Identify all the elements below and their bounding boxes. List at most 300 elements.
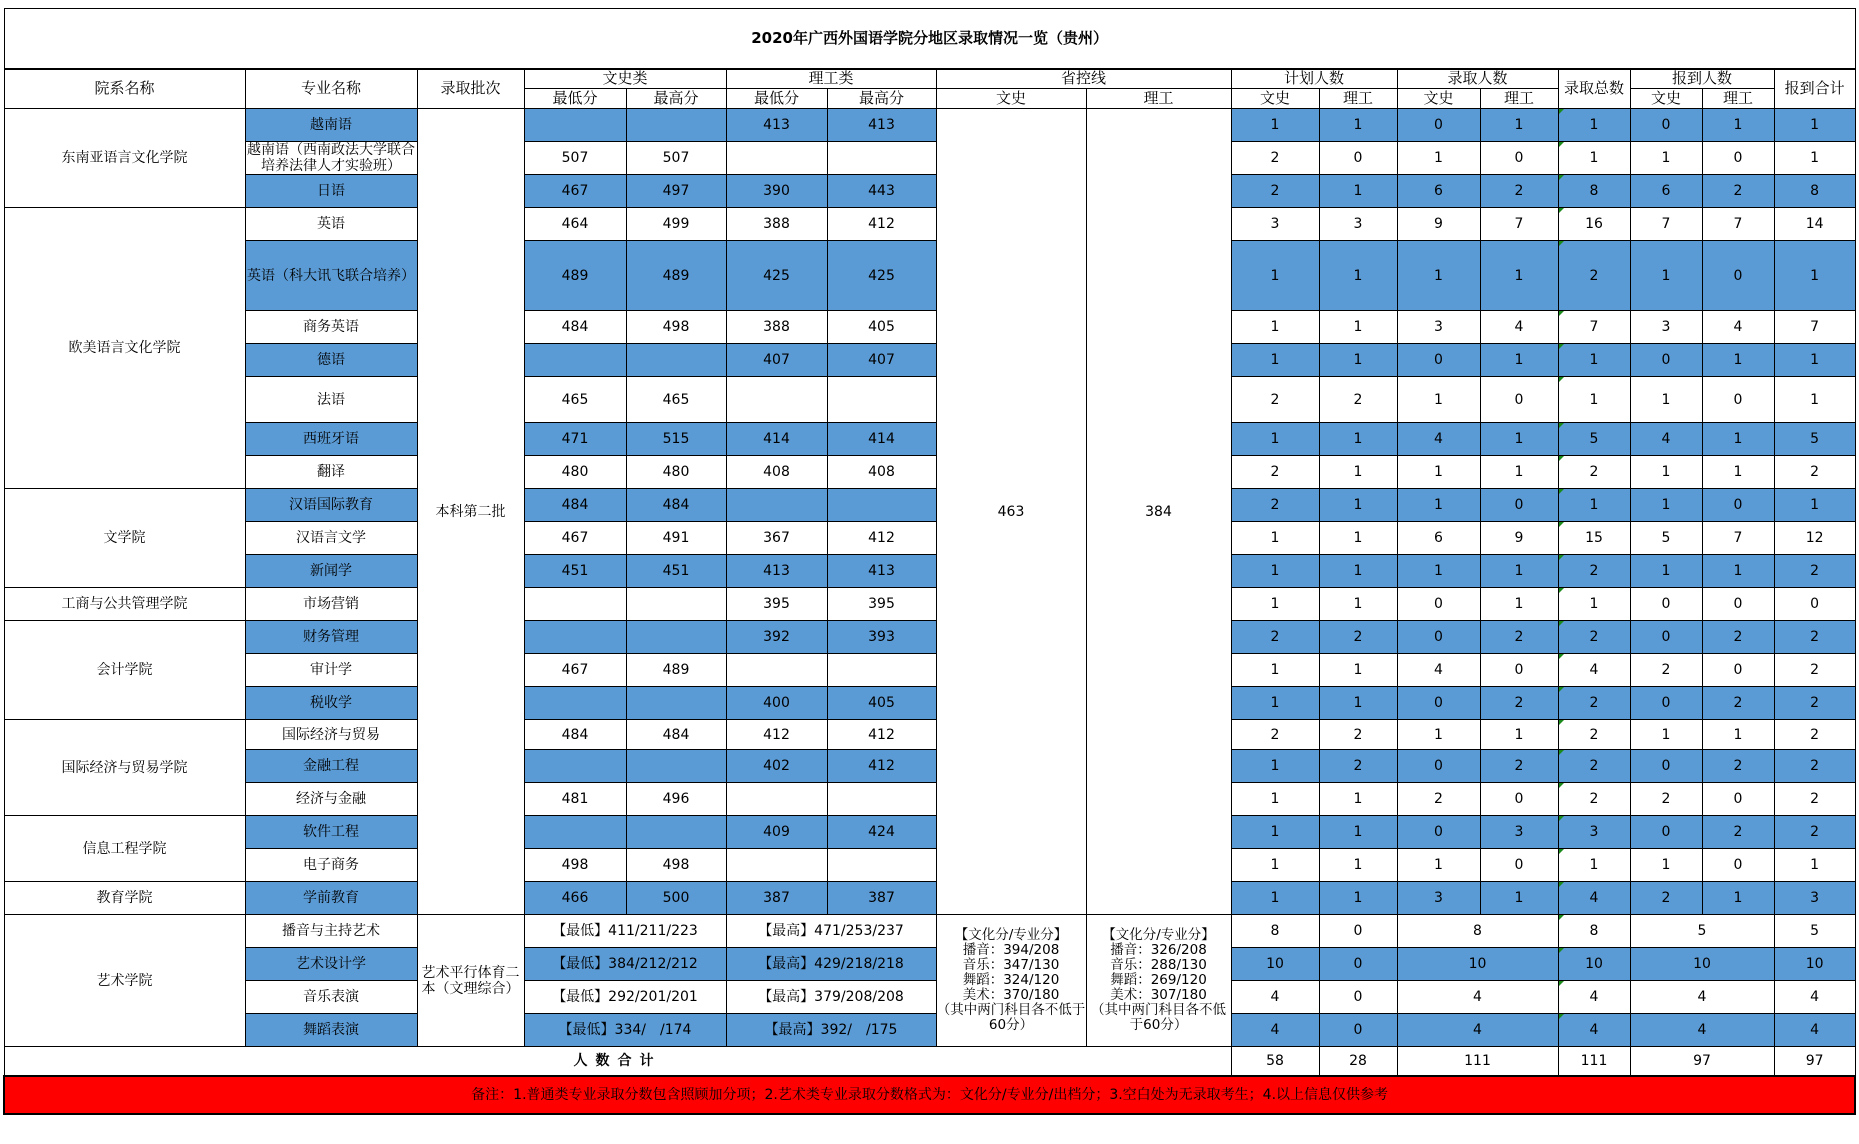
score-ligong-min: 402 <box>726 750 827 783</box>
count-reported-wenshi: 4 <box>1630 423 1702 456</box>
score-wenshi-max: 499 <box>626 208 726 241</box>
count-admitted-ligong: 2 <box>1480 687 1558 720</box>
count-admitted-ligong: 1 <box>1480 720 1558 750</box>
provincial-line-text: 美术：307/180 <box>1110 987 1207 1004</box>
score-ligong-min <box>726 849 827 882</box>
count-admitted-ligong: 1 <box>1480 456 1558 489</box>
header-batch: 录取批次 <box>417 69 524 109</box>
count-admitted-total: 1 <box>1558 849 1630 882</box>
score-ligong-min: 412 <box>726 720 827 750</box>
table-row <box>4 849 1855 882</box>
major-name: 舞蹈表演 <box>245 1014 417 1047</box>
count-reported-wenshi: 1 <box>1630 456 1702 489</box>
header-admitted-wenshi: 文史 <box>1397 89 1480 109</box>
count-reported-total: 2 <box>1774 816 1855 849</box>
count-reported-total: 7 <box>1774 311 1855 344</box>
count-reported-total: 2 <box>1774 720 1855 750</box>
count-plan-wenshi: 1 <box>1231 241 1319 311</box>
count-admitted-total: 5 <box>1558 423 1630 456</box>
major-name: 越南语（西南政法大学联合培养法律人才实验班） <box>247 142 415 175</box>
major-name: 国际经济与贸易 <box>245 720 417 750</box>
count-reported-wenshi: 2 <box>1630 654 1702 687</box>
header-admitted-ligong: 理工 <box>1480 89 1558 109</box>
count-plan-ligong: 0 <box>1319 1014 1397 1047</box>
table-row <box>4 981 1855 1014</box>
count-reported-total: 4 <box>1774 981 1855 1014</box>
count-admitted-ligong: 2 <box>1480 175 1558 208</box>
score-ligong-min: 392 <box>726 621 827 654</box>
score-ligong-min: 408 <box>726 456 827 489</box>
count-admitted-ligong: 3 <box>1480 816 1558 849</box>
provincial-line-text: 舞蹈：269/120 <box>1110 972 1207 989</box>
header-provincial-ligong: 理工 <box>1086 89 1231 109</box>
major-name: 法语 <box>245 377 417 423</box>
college-name: 国际经济与贸易学院 <box>4 720 245 816</box>
count-plan-ligong: 1 <box>1319 654 1397 687</box>
count-reported-wenshi: 7 <box>1630 208 1702 241</box>
score-ligong-max: 414 <box>827 423 936 456</box>
count-admitted-wenshi: 0 <box>1397 588 1480 621</box>
count-plan-ligong: 1 <box>1319 783 1397 816</box>
college-name: 教育学院 <box>4 882 245 915</box>
count-admitted-total: 16 <box>1558 208 1630 241</box>
score-ligong-min: 409 <box>726 816 827 849</box>
count-plan-wenshi: 10 <box>1231 948 1319 981</box>
count-admitted-ligong: 9 <box>1480 522 1558 555</box>
score-wenshi-max <box>626 344 726 377</box>
count-admitted-ligong: 0 <box>1480 783 1558 816</box>
major-name: 软件工程 <box>245 816 417 849</box>
table-row <box>4 241 1855 311</box>
count-reported-ligong: 1 <box>1702 109 1774 142</box>
score-ligong-min <box>726 783 827 816</box>
count-reported-wenshi: 1 <box>1630 720 1702 750</box>
major-name: 英语（科大讯飞联合培养） <box>245 241 417 311</box>
table-row <box>4 1014 1855 1047</box>
score-wenshi-min <box>524 687 626 720</box>
header-reported-wenshi: 文史 <box>1630 89 1702 109</box>
count-plan-wenshi: 1 <box>1231 783 1319 816</box>
score-ligong-min: 388 <box>726 311 827 344</box>
provincial-art-wenshi <box>936 915 1086 1047</box>
count-admitted-wenshi: 4 <box>1397 654 1480 687</box>
score-wenshi-max: 489 <box>626 654 726 687</box>
score-ligong-max: 412 <box>827 522 936 555</box>
provincial-line-text: 音乐：347/130 <box>962 957 1060 974</box>
count-admitted-total: 4 <box>1558 981 1630 1014</box>
count-reported-total: 0 <box>1774 588 1855 621</box>
batch-art: 艺术平行体育二本（文理综合） <box>417 915 524 1047</box>
count-reported-ligong: 0 <box>1702 654 1774 687</box>
count-reported-total: 2 <box>1774 621 1855 654</box>
count-plan-ligong: 1 <box>1319 311 1397 344</box>
count-reported-wenshi: 0 <box>1630 588 1702 621</box>
score-wenshi-min: 480 <box>524 456 626 489</box>
score-ligong-min <box>726 654 827 687</box>
count-reported-wenshi: 1 <box>1630 142 1702 175</box>
score-ligong-max: 412 <box>827 750 936 783</box>
table-title: 2020年广西外国语学院分地区录取情况一览（贵州） <box>4 9 1855 69</box>
count-reported-ligong: 1 <box>1702 456 1774 489</box>
header-ligong-max: 最高分 <box>827 89 936 109</box>
college-name: 艺术学院 <box>4 915 245 1047</box>
count-admitted-wenshi: 2 <box>1397 783 1480 816</box>
count-plan-ligong: 1 <box>1319 882 1397 915</box>
score-wenshi-min: 465 <box>524 377 626 423</box>
count-reported-total: 4 <box>1774 1014 1855 1047</box>
count-reported-ligong: 0 <box>1702 849 1774 882</box>
count-plan-wenshi: 1 <box>1231 109 1319 142</box>
major-name: 音乐表演 <box>245 981 417 1014</box>
count-reported-total: 1 <box>1774 142 1855 175</box>
count-reported-total: 8 <box>1774 175 1855 208</box>
score-wenshi-max: 480 <box>626 456 726 489</box>
major-name: 经济与金融 <box>245 783 417 816</box>
count-plan-wenshi: 2 <box>1231 377 1319 423</box>
score-ligong-max: 424 <box>827 816 936 849</box>
score-ligong-max: 395 <box>827 588 936 621</box>
count-plan-wenshi: 4 <box>1231 1014 1319 1047</box>
count-reported-wenshi: 5 <box>1630 522 1702 555</box>
count-reported-total: 5 <box>1774 423 1855 456</box>
college-name: 会计学院 <box>4 621 245 720</box>
total-admitted: 111 <box>1397 1047 1558 1076</box>
college-name: 文学院 <box>4 489 245 588</box>
count-admitted-ligong: 1 <box>1480 241 1558 311</box>
score-ligong-min: 388 <box>726 208 827 241</box>
score-max: 【最高】379/208/208 <box>726 981 936 1014</box>
count-plan-wenshi: 1 <box>1231 816 1319 849</box>
totals-label: 人数合计 <box>4 1047 1231 1076</box>
count-admitted: 8 <box>1397 915 1558 948</box>
score-wenshi-max: 515 <box>626 423 726 456</box>
score-wenshi-max: 497 <box>626 175 726 208</box>
score-wenshi-max: 496 <box>626 783 726 816</box>
batch-regular: 本科第二批 <box>417 109 524 915</box>
count-admitted-wenshi: 1 <box>1397 849 1480 882</box>
score-ligong-max: 412 <box>827 208 936 241</box>
score-ligong-max: 425 <box>827 241 936 311</box>
score-ligong-max: 413 <box>827 109 936 142</box>
major-name: 德语 <box>245 344 417 377</box>
total-plan-wenshi: 58 <box>1231 1047 1319 1076</box>
table-row <box>4 311 1855 344</box>
count-plan-ligong: 1 <box>1319 241 1397 311</box>
note-row <box>4 1076 1855 1114</box>
score-wenshi-min <box>524 750 626 783</box>
score-ligong-max: 405 <box>827 687 936 720</box>
count-admitted-wenshi: 0 <box>1397 750 1480 783</box>
count-plan-wenshi: 1 <box>1231 882 1319 915</box>
provincial-wenshi: 463 <box>936 109 1086 915</box>
count-admitted-wenshi: 9 <box>1397 208 1480 241</box>
admission-table <box>3 8 1856 1115</box>
score-ligong-min <box>726 489 827 522</box>
count-reported-wenshi: 0 <box>1630 750 1702 783</box>
count-reported-ligong: 0 <box>1702 241 1774 311</box>
count-admitted-wenshi: 3 <box>1397 882 1480 915</box>
count-admitted-total: 4 <box>1558 882 1630 915</box>
count-plan-ligong: 1 <box>1319 423 1397 456</box>
count-reported-ligong: 0 <box>1702 377 1774 423</box>
count-plan-wenshi: 4 <box>1231 981 1319 1014</box>
score-wenshi-max <box>626 816 726 849</box>
header-plan-ligong: 理工 <box>1319 89 1397 109</box>
table-row <box>4 621 1855 654</box>
count-plan-ligong: 1 <box>1319 555 1397 588</box>
count-reported-total: 1 <box>1774 849 1855 882</box>
provincial-line-text: 音乐：288/130 <box>1110 957 1207 974</box>
score-wenshi-max: 507 <box>626 142 726 175</box>
score-wenshi-max: 491 <box>626 522 726 555</box>
score-wenshi-min <box>524 588 626 621</box>
count-reported-total: 2 <box>1774 783 1855 816</box>
provincial-line-text: 播音：394/208 <box>962 941 1060 958</box>
score-ligong-max: 405 <box>827 311 936 344</box>
score-wenshi-min <box>524 816 626 849</box>
score-wenshi-min <box>524 621 626 654</box>
count-reported-ligong: 4 <box>1702 311 1774 344</box>
count-admitted-total: 8 <box>1558 175 1630 208</box>
major-name: 翻译 <box>245 456 417 489</box>
score-ligong-min: 425 <box>726 241 827 311</box>
header-reported-ligong: 理工 <box>1702 89 1774 109</box>
score-max: 【最高】471/253/237 <box>726 915 936 948</box>
header-major: 专业名称 <box>245 69 417 109</box>
score-wenshi-max <box>626 750 726 783</box>
score-ligong-max <box>827 783 936 816</box>
count-reported-ligong: 0 <box>1702 783 1774 816</box>
count-reported: 4 <box>1630 1014 1774 1047</box>
college-name: 东南亚语言文化学院 <box>4 109 245 208</box>
count-admitted-total: 1 <box>1558 109 1630 142</box>
score-ligong-min: 400 <box>726 687 827 720</box>
count-admitted-wenshi: 1 <box>1397 555 1480 588</box>
total-plan-ligong: 28 <box>1319 1047 1397 1076</box>
count-reported-wenshi: 0 <box>1630 109 1702 142</box>
score-wenshi-min: 489 <box>524 241 626 311</box>
count-plan-ligong: 3 <box>1319 208 1397 241</box>
count-admitted-ligong: 2 <box>1480 750 1558 783</box>
major-name: 汉语言文学 <box>245 522 417 555</box>
major-name: 财务管理 <box>245 621 417 654</box>
header-plan-wenshi: 文史 <box>1231 89 1319 109</box>
count-admitted-wenshi: 1 <box>1397 377 1480 423</box>
count-admitted-wenshi: 0 <box>1397 109 1480 142</box>
score-wenshi-max <box>626 588 726 621</box>
score-ligong-min: 387 <box>726 882 827 915</box>
score-wenshi-min: 498 <box>524 849 626 882</box>
header-provincial-line: 省控线 <box>936 69 1231 89</box>
provincial-line-text: 舞蹈：324/120 <box>962 972 1060 989</box>
score-max: 【最高】392/ /175 <box>726 1014 936 1047</box>
score-ligong-min <box>726 377 827 423</box>
count-admitted: 4 <box>1397 1014 1558 1047</box>
count-admitted-total: 1 <box>1558 489 1630 522</box>
count-admitted-ligong: 0 <box>1480 377 1558 423</box>
header-wenshi-group: 文史类 <box>524 69 726 89</box>
count-plan-ligong: 0 <box>1319 948 1397 981</box>
score-min: 【最低】411/211/223 <box>524 915 726 948</box>
count-reported-total: 12 <box>1774 522 1855 555</box>
score-wenshi-max: 484 <box>626 720 726 750</box>
count-reported-total: 2 <box>1774 456 1855 489</box>
count-reported-total: 1 <box>1774 489 1855 522</box>
count-admitted-wenshi: 1 <box>1397 142 1480 175</box>
count-admitted-total: 2 <box>1558 555 1630 588</box>
count-admitted-ligong: 4 <box>1480 311 1558 344</box>
major-name: 税收学 <box>245 687 417 720</box>
count-admitted-ligong: 1 <box>1480 423 1558 456</box>
count-admitted-ligong: 0 <box>1480 489 1558 522</box>
count-admitted-ligong: 1 <box>1480 882 1558 915</box>
count-admitted-wenshi: 0 <box>1397 687 1480 720</box>
count-plan-ligong: 1 <box>1319 456 1397 489</box>
count-reported-total: 3 <box>1774 882 1855 915</box>
score-ligong-max <box>827 849 936 882</box>
header-college: 院系名称 <box>4 69 245 109</box>
score-wenshi-max: 500 <box>626 882 726 915</box>
score-ligong-min: 407 <box>726 344 827 377</box>
score-wenshi-max: 465 <box>626 377 726 423</box>
count-reported-total: 2 <box>1774 555 1855 588</box>
table-row <box>4 948 1855 981</box>
count-reported-ligong: 0 <box>1702 142 1774 175</box>
count-plan-ligong: 2 <box>1319 377 1397 423</box>
score-wenshi-max: 489 <box>626 241 726 311</box>
table-row <box>4 489 1855 522</box>
major-name: 市场营销 <box>245 588 417 621</box>
header-provincial-wenshi: 文史 <box>936 89 1086 109</box>
count-admitted-ligong: 2 <box>1480 621 1558 654</box>
count-reported-total: 2 <box>1774 654 1855 687</box>
count-admitted-total: 1 <box>1558 377 1630 423</box>
count-plan-ligong: 1 <box>1319 175 1397 208</box>
score-ligong-max: 393 <box>827 621 936 654</box>
major-name: 英语 <box>245 208 417 241</box>
count-plan-wenshi: 1 <box>1231 849 1319 882</box>
table-row <box>4 423 1855 456</box>
score-wenshi-max <box>626 109 726 142</box>
count-plan-wenshi: 1 <box>1231 555 1319 588</box>
count-admitted-total: 2 <box>1558 456 1630 489</box>
count-admitted-total: 4 <box>1558 654 1630 687</box>
count-reported-ligong: 2 <box>1702 621 1774 654</box>
count-admitted-wenshi: 1 <box>1397 241 1480 311</box>
count-plan-wenshi: 1 <box>1231 423 1319 456</box>
score-wenshi-max: 484 <box>626 489 726 522</box>
count-admitted-total: 3 <box>1558 816 1630 849</box>
score-ligong-max <box>827 489 936 522</box>
count-reported-ligong: 2 <box>1702 816 1774 849</box>
count-reported-ligong: 1 <box>1702 423 1774 456</box>
totals-row <box>4 1047 1855 1076</box>
count-plan-ligong: 1 <box>1319 109 1397 142</box>
score-wenshi-min <box>524 344 626 377</box>
header-ligong-min: 最低分 <box>726 89 827 109</box>
count-reported-ligong: 2 <box>1702 687 1774 720</box>
table-row <box>4 750 1855 783</box>
major-name: 越南语 <box>245 109 417 142</box>
provincial-ligong: 384 <box>1086 109 1231 915</box>
count-plan-ligong: 1 <box>1319 849 1397 882</box>
count-admitted-ligong: 0 <box>1480 654 1558 687</box>
major-name: 播音与主持艺术 <box>245 915 417 948</box>
count-admitted-wenshi: 0 <box>1397 621 1480 654</box>
count-plan-wenshi: 1 <box>1231 344 1319 377</box>
provincial-line-text: （其中两门科目各不低于60分） <box>1091 1002 1226 1034</box>
header-reported: 报到人数 <box>1630 69 1774 89</box>
college-name: 欧美语言文化学院 <box>4 208 245 489</box>
count-admitted-wenshi: 1 <box>1397 489 1480 522</box>
count-admitted-total: 7 <box>1558 311 1630 344</box>
count-plan-wenshi: 2 <box>1231 720 1319 750</box>
major-name: 学前教育 <box>245 882 417 915</box>
count-admitted-ligong: 1 <box>1480 588 1558 621</box>
count-reported: 4 <box>1630 981 1774 1014</box>
count-reported-total: 5 <box>1774 915 1855 948</box>
provincial-line-text: 【文化分/专业分】 <box>1102 926 1215 943</box>
count-reported-wenshi: 1 <box>1630 849 1702 882</box>
count-admitted-total: 2 <box>1558 241 1630 311</box>
count-plan-wenshi: 2 <box>1231 142 1319 175</box>
score-wenshi-min: 467 <box>524 175 626 208</box>
count-reported-total: 14 <box>1774 208 1855 241</box>
score-wenshi-max: 498 <box>626 849 726 882</box>
count-plan-wenshi: 1 <box>1231 687 1319 720</box>
count-plan-ligong: 0 <box>1319 142 1397 175</box>
header-admitted-total: 录取总数 <box>1558 69 1630 109</box>
count-reported-ligong: 0 <box>1702 588 1774 621</box>
score-wenshi-min: 467 <box>524 654 626 687</box>
score-ligong-min: 413 <box>726 109 827 142</box>
score-wenshi-max: 451 <box>626 555 726 588</box>
count-admitted-total: 2 <box>1558 720 1630 750</box>
count-reported-ligong: 2 <box>1702 750 1774 783</box>
score-ligong-min: 413 <box>726 555 827 588</box>
college-name: 信息工程学院 <box>4 816 245 882</box>
score-wenshi-min: 466 <box>524 882 626 915</box>
count-admitted-total: 10 <box>1558 948 1630 981</box>
table-row <box>4 720 1855 750</box>
count-reported-total: 1 <box>1774 109 1855 142</box>
count-reported-total: 2 <box>1774 750 1855 783</box>
count-admitted-total: 15 <box>1558 522 1630 555</box>
header-ligong-group: 理工类 <box>726 69 936 89</box>
count-reported-wenshi: 1 <box>1630 377 1702 423</box>
score-ligong-max <box>827 377 936 423</box>
table-row <box>4 654 1855 687</box>
major-name: 审计学 <box>245 654 417 687</box>
count-reported-total: 1 <box>1774 241 1855 311</box>
score-wenshi-max: 498 <box>626 311 726 344</box>
score-ligong-max: 408 <box>827 456 936 489</box>
score-max: 【最高】429/218/218 <box>726 948 936 981</box>
score-wenshi-min: 484 <box>524 489 626 522</box>
score-wenshi-min <box>524 109 626 142</box>
count-plan-wenshi: 1 <box>1231 654 1319 687</box>
score-min: 【最低】384/212/212 <box>524 948 726 981</box>
count-admitted-total: 2 <box>1558 687 1630 720</box>
count-plan-wenshi: 3 <box>1231 208 1319 241</box>
total-reported-total: 97 <box>1774 1047 1855 1076</box>
major-name: 汉语国际教育 <box>245 489 417 522</box>
count-admitted-wenshi: 1 <box>1397 456 1480 489</box>
score-wenshi-max <box>626 687 726 720</box>
table-row <box>4 555 1855 588</box>
score-ligong-max: 387 <box>827 882 936 915</box>
score-wenshi-min: 471 <box>524 423 626 456</box>
